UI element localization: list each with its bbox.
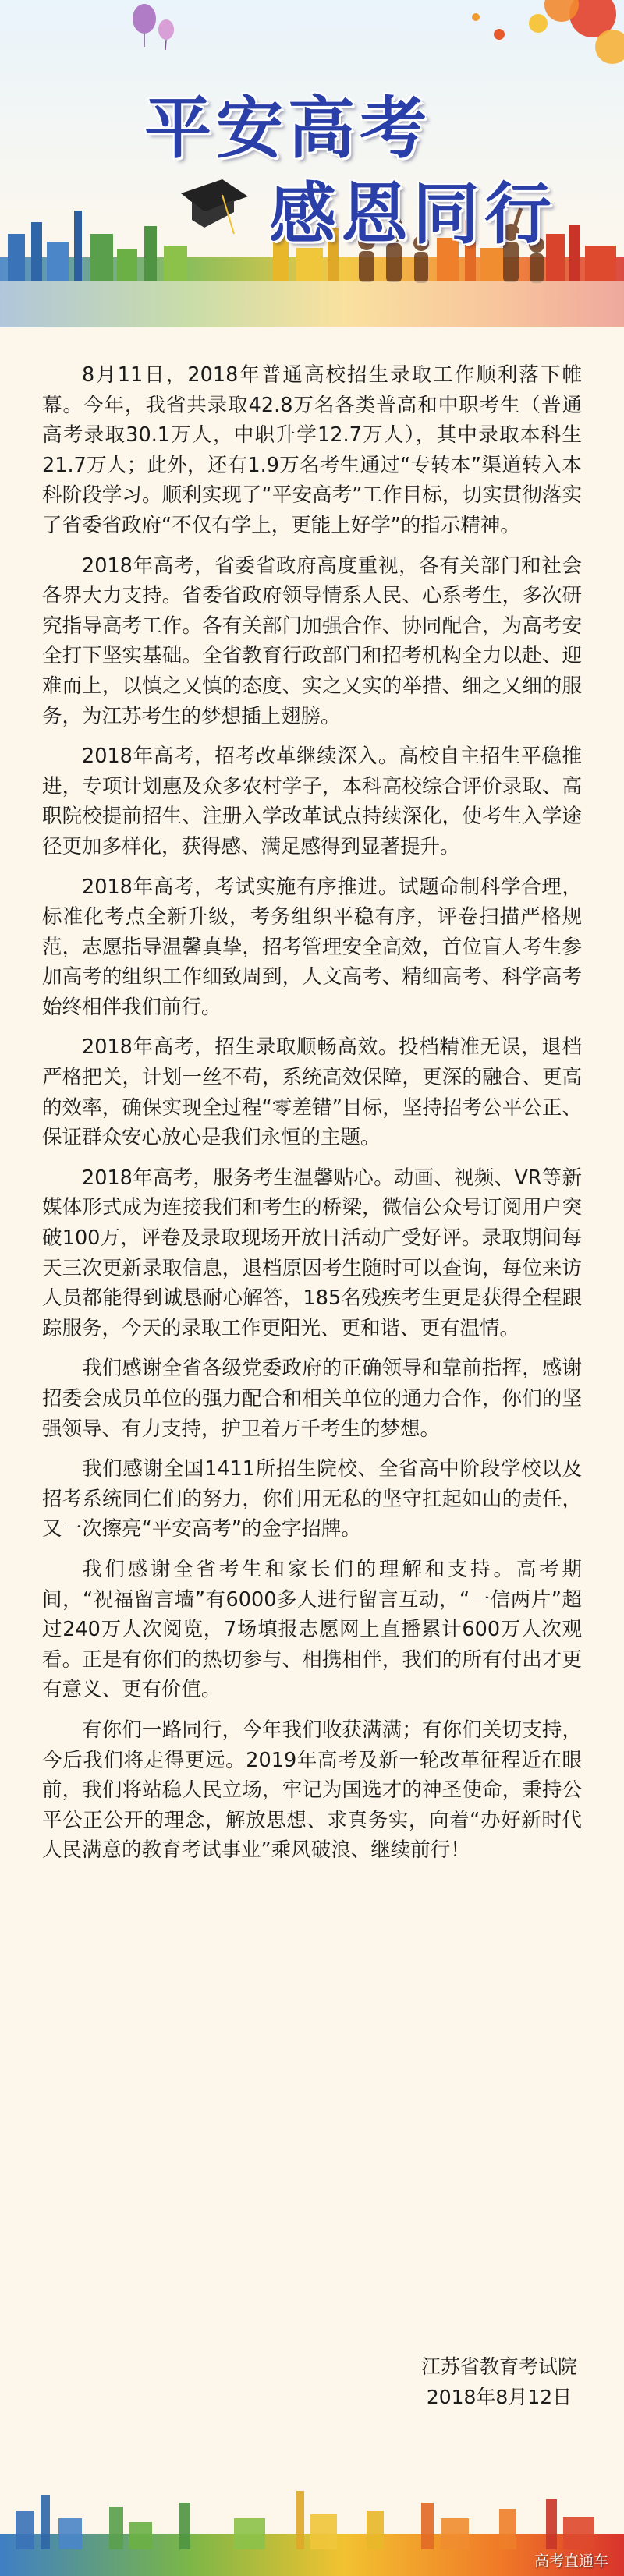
banner-title-line2: 感恩同行 (269, 175, 556, 253)
paragraph: 2018年高考，服务考生温馨贴心。动画、视频、VR等新媒体形式成为连接我们和考生的桥梁，微信公众号订阅用户突破100万，评卷及录取现场开放日活动广受好评。录取期间每天三次更新录取信息，退档原因考生随时可以查询，每位来访人员都能得到诚恳耐心解答，185名残疾考生更是获得全程跟踪服务，今天的录取工作更阳光、更和谐、更有温情。 (42, 1166, 582, 1340)
paragraph: 8月11日，2018年普通高校招生录取工作顺利落下帷幕。今年，我省共录取42.8万名各类普高和中职考生（普通高考录取30.1万人，中职升学12.7万人），其中录取本科生21.7万人；此外，还有1.9万名考生通过“专转本”渠道转入本科阶段学习。顺利实现了“平安高考”工作目标，切实贯彻落实了省委省政府“不仅有学上，更能上好学”的指示精神。 (42, 363, 582, 537)
paragraph: 2018年高考，招生录取顺畅高效。投档精准无误，退档严格把关，计划一丝不苟，系统高效保障，更深的融合、更高的效率，确保实现全过程“零差错”目标，坚持招考公平公正、保证群众安心放心是我们永恒的主题。 (42, 1035, 582, 1150)
watermark-label: 高考直通车 (534, 2553, 608, 2570)
signature-block (421, 2351, 577, 2412)
paragraph: 2018年高考，招考改革继续深入。高校自主招生平稳推进，专项计划惠及众多农村学子，本科高校综合评价录取、高职院校提前招生、注册入学改革试点持续深化，使考生入学途径更加多样化，获得感、满足感得到显著提升。 (42, 745, 582, 858)
paragraph: 2018年高考，省委省政府高度重视，各有关部门和社会各界大力支持。省委省政府领导情系人民、心系考生，多次研究指导高考工作。各有关部门加强合作、协同配合，为高考安全打下坚实基础。全省教育行政部门和招考机构全力以赴、迎难而上，以慎之又慎的态度、实之又实的举措、细之又细的服务，为江苏考生的梦想插上翅膀。 (42, 554, 582, 728)
paragraph: 有你们一路同行，今年我们收获满满；有你们关切支持，今后我们将走得更远。2019年高考及新一轮改革征程近在眼前，我们将站稳人民立场，牢记为国选才的神圣使命，秉持公平公正公开的理念，解放思想、求真务实，向着“办好新时代人民满意的教育考试事业”乘风破浪、继续前行！ (42, 1718, 582, 1863)
paragraph: 我们感谢全省考生和家长们的理解和支持。高考期间，“祝福留言墙”有6000多人进行留言互动，“一信两片”超过240万人次阅览，7场填报志愿网上直播累计600万人次观看。正是有你们的热切参与、相携相伴，我们的所有付出才更有意义、更有价值。 (42, 1557, 582, 1702)
header-banner (0, 0, 624, 327)
footer-banner (0, 2479, 624, 2576)
banner-title-line1: 平安高考 (144, 90, 431, 168)
footer-skyline-icon (0, 2479, 624, 2576)
paragraph: 我们感谢全国1411所招生院校、全省高中阶段学校以及招考系统同仁们的努力，你们用无私的坚守扛起如山的责任，又一次擦亮“平安高考”的金字招牌。 (42, 1457, 582, 1541)
signature-organization: 江苏省教育考试院 (420, 2355, 577, 2378)
paragraph: 2018年高考，考试实施有序推进。试题命制科学合理，标准化考点全新升级，考务组织平稳有序，评卷扫描严格规范，志愿指导温馨真挚，招考管理安全高效，首位盲人考生参加高考的组织工作细致周到，人文高考、精细高考、科学高考始终相伴我们前行。 (42, 875, 582, 1019)
paragraph: 我们感谢全省各级党委政府的正确领导和靠前指挥，感谢招委会成员单位的强力配合和相关单位的通力合作，你们的坚强领导、有力支持，护卫着万千考生的梦想。 (42, 1357, 582, 1441)
signature-date: 2018年8月12日 (426, 2386, 573, 2408)
article-body (42, 360, 582, 1876)
